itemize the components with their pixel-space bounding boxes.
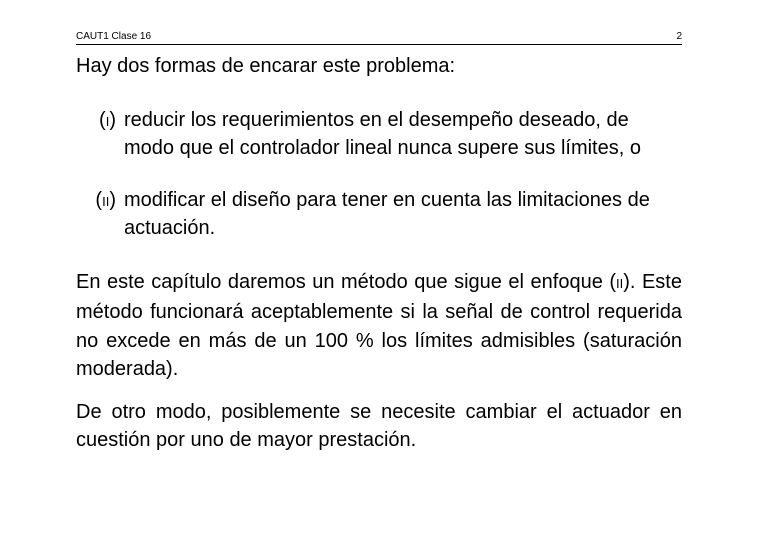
paragraph-method: En este capítulo daremos un método que sigue el enfoque (II). Este método funcionará aceptablemente si la señal de control requerida no excede en más de un 100 % los límites admisibles (saturación moderada). <box>76 270 682 380</box>
paragraph-alternative: De otro modo, posiblemente se necesite cambiar el actuador en cuestión por uno de mayor prestación. <box>76 400 682 451</box>
roman-numeral: II <box>616 275 624 291</box>
list-item <box>76 106 682 163</box>
list-marker: (II) <box>95 188 116 211</box>
page-number: 2 <box>676 31 682 42</box>
list-marker: (I) <box>99 108 116 131</box>
roman-numeral: II <box>102 193 110 209</box>
intro-text: Hay dos formas de encarar este problema: <box>76 55 456 77</box>
roman-numeral: I <box>105 113 110 129</box>
list-item <box>76 186 682 243</box>
slide-content <box>76 52 682 455</box>
list-item-text: modificar el diseño para tener en cuenta las limitaciones de actuación. <box>124 188 650 239</box>
course-title: CAUT1 Clase 16 <box>76 31 152 42</box>
page-header <box>76 30 682 45</box>
list-item-text: reducir los requerimientos en el desempeño deseado, de modo que el controlador lineal nunca supere sus límites, o <box>124 108 641 159</box>
